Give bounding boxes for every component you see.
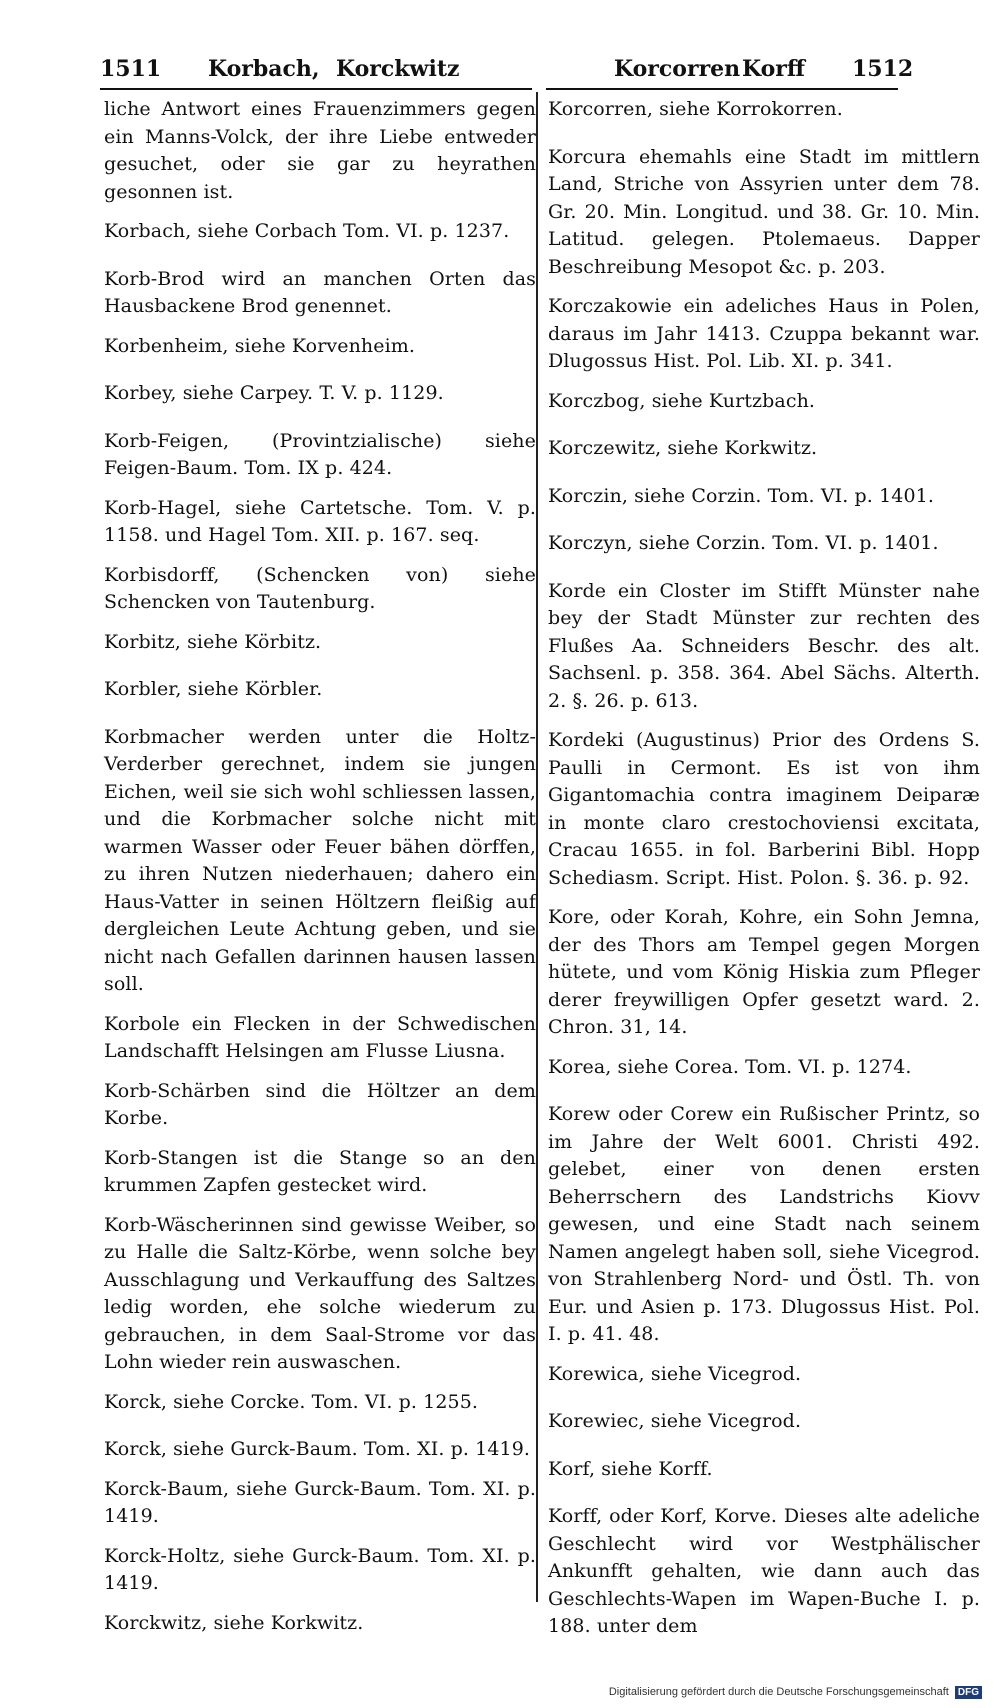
right-column (548, 96, 980, 1653)
entry: Korczakowie ein adeliches Haus in Polen, daraus im Jahr 1413. Czuppa bekannt war. Dlugossus Hist. Pol. Lib. XI. p. 341. (548, 295, 980, 372)
entry: Korbler, siehe Körbler. (104, 678, 323, 700)
entry: Korck, siehe Corcke. Tom. VI. p. 1255. (104, 1390, 479, 1413)
entry: Korewica, siehe Vicegrod. (548, 1362, 802, 1385)
entry: Korb-Schärben sind die Höltzer an dem Korbe. (104, 1079, 536, 1129)
entry: Korb-Hagel, siehe Cartetsche. Tom. V. p. 1158. und Hagel Tom. XII. p. 167. seq. (104, 496, 536, 546)
entry: Korczewitz, siehe Korkwitz. (548, 437, 818, 459)
entry: Kordeki (Augustinus) Prior des Ordens S. Paulli in Cermont. Es ist von ihm Gigantomachia contra imaginem Deiparæ in monte claro crestochoviensi excitata, Cracau 1655. in fol. Barberini Bibl. Hopp Schediasm. Script. Hist. Polon. §. 36. p. 92. (548, 729, 980, 889)
entry: Korew oder Corew ein Rußischer Printz, so im Jahre der Welt 6001. Christi 492. gelebet, einer von denen ersten Beherrschern des Landstrichs Kiovv gewesen, und eine Stadt nach seinem Namen angelegt haben soll, siehe Vicegrod. von Strahlenberg Nord- und Östl. Th. von Eur. und Asien p. 173. Dlugossus Hist. Pol. I. p. 41. 48. (548, 1103, 980, 1345)
header-rule-left (100, 88, 532, 90)
entry: Korea, siehe Corea. Tom. VI. p. 1274. (548, 1055, 912, 1078)
entry: Korcura ehemahls eine Stadt im mittlern Land, Striche von Assyrien unter dem 78. Gr. 20. Min. Longitud. und 38. Gr. 10. Min. Latitud. gelegen. Ptolemaeus. Dapper Beschreibung Mesopot &c. p. 203. (548, 145, 980, 278)
dfg-logo-icon: DFG (955, 1686, 982, 1699)
entry: Korczin, siehe Corzin. Tom. VI. p. 1401. (548, 484, 934, 507)
running-head-right-2: Korff (742, 56, 805, 82)
entry: Korbole ein Flecken in der Schwedischen Landschafft Helsingen am Flusse Liusna. (104, 1012, 536, 1062)
entry: Kore, oder Korah, Kohre, ein Sohn Jemna, der des Thors am Tempel gegen Morgen hütete, und vom König Hiskia zum Pfleger derer freywilligen Opfer gesetzt ward. 2. Chron. 31, 14. (548, 906, 980, 1038)
entry: Korb-Stangen ist die Stange so an den krummen Zapfen gestecket wird. (104, 1146, 536, 1196)
running-head-right-1: Korcorren (614, 56, 741, 82)
entry: Korck, siehe Gurck-Baum. Tom. XI. p. 1419. (104, 1438, 531, 1460)
entry: Korczyn, siehe Corzin. Tom. VI. p. 1401. (548, 532, 939, 554)
entry: Korbmacher werden unter die Holtz-Verderber gerechnet, indem sie jungen Eichen, weil sie sich wohl schliessen lassen, und die Korbmacher solche nicht mit warmen Wasser oder Feuer bähen dörffen, zu ihren Nutzen niederhauen; dahero ein Haus-Vatter in seinen Höltzern fleißig auf dergleichen Leute Achtung geben, und sie nicht nach Gefallen darinnen hausen lassen soll. (104, 725, 536, 995)
entry: Korck-Holtz, siehe Gurck-Baum. Tom. XI. p. 1419. (104, 1544, 536, 1594)
entry: liche Antwort eines Frauenzimmers gegen ein Manns-Volck, der ihre Liebe entweder gesuchet, oder sie gar zu heyrathen gesonnen ist. (104, 98, 536, 203)
running-head-left-1: Korbach, (208, 56, 320, 82)
left-column (104, 96, 536, 1649)
entry: Korbisdorff, (Schencken von) siehe Schencken von Tautenburg. (104, 563, 536, 613)
footer-credit: Digitalisierung gefördert durch die Deutsche Forschungsgemeinschaft (608, 1686, 949, 1698)
column-divider (536, 92, 538, 1602)
entry: Korb-Brod wird an manchen Orten das Hausbackene Brod genennet. (104, 267, 536, 317)
entry: Korbitz, siehe Körbitz. (104, 630, 322, 653)
entry: Korff, oder Korf, Korve. Dieses alte adeliche Geschlecht wird vor Westphälischer Ankunfft gehalten, wie dann auch das Geschlechts-Wapen im Wapen-Buche I. p. 188. unter dem (548, 1505, 980, 1637)
entry: Korckwitz, siehe Korkwitz. (104, 1611, 364, 1634)
entry: Korcorren, siehe Korrokorren. (548, 98, 843, 120)
entry: Korde ein Closter im Stifft Münster nahe bey der Stadt Münster zur rechten des Flußes Aa. Schneiders Beschr. des alt. Sachsenl. p. 358. 364. Abel Sächs. Alterth. 2. §. 26. p. 613. (548, 579, 980, 712)
header-rule-right (546, 88, 898, 90)
digitization-footer (609, 1686, 982, 1699)
entry: Korczbog, siehe Kurtzbach. (548, 389, 816, 412)
running-head-left-2: Korckwitz (336, 56, 460, 82)
page-number-left: 1511 (100, 56, 162, 82)
entry: Korbach, siehe Corbach Tom. VI. p. 1237. (104, 220, 510, 242)
entry: Korbey, siehe Carpey. T. V. p. 1129. (104, 382, 444, 404)
entry: Korbenheim, siehe Korvenheim. (104, 334, 416, 357)
entry: Korf, siehe Korff. (548, 1457, 713, 1480)
page-number-right: 1512 (852, 56, 914, 82)
entry: Korb-Feigen, (Provintzialische) siehe Feigen-Baum. Tom. IX p. 424. (104, 429, 536, 479)
entry: Korewiec, siehe Vicegrod. (548, 1410, 802, 1432)
entry: Korck-Baum, siehe Gurck-Baum. Tom. XI. p. 1419. (104, 1477, 536, 1527)
entry: Korb-Wäscherinnen sind gewisse Weiber, so zu Halle die Saltz-Körbe, wenn solche bey Ausschlagung und Verkauffung des Saltzes ledig worden, ehe solche wiederum zu gebrauchen, in dem Saal-Strome vor das Lohn wieder rein auswaschen. (104, 1213, 536, 1373)
